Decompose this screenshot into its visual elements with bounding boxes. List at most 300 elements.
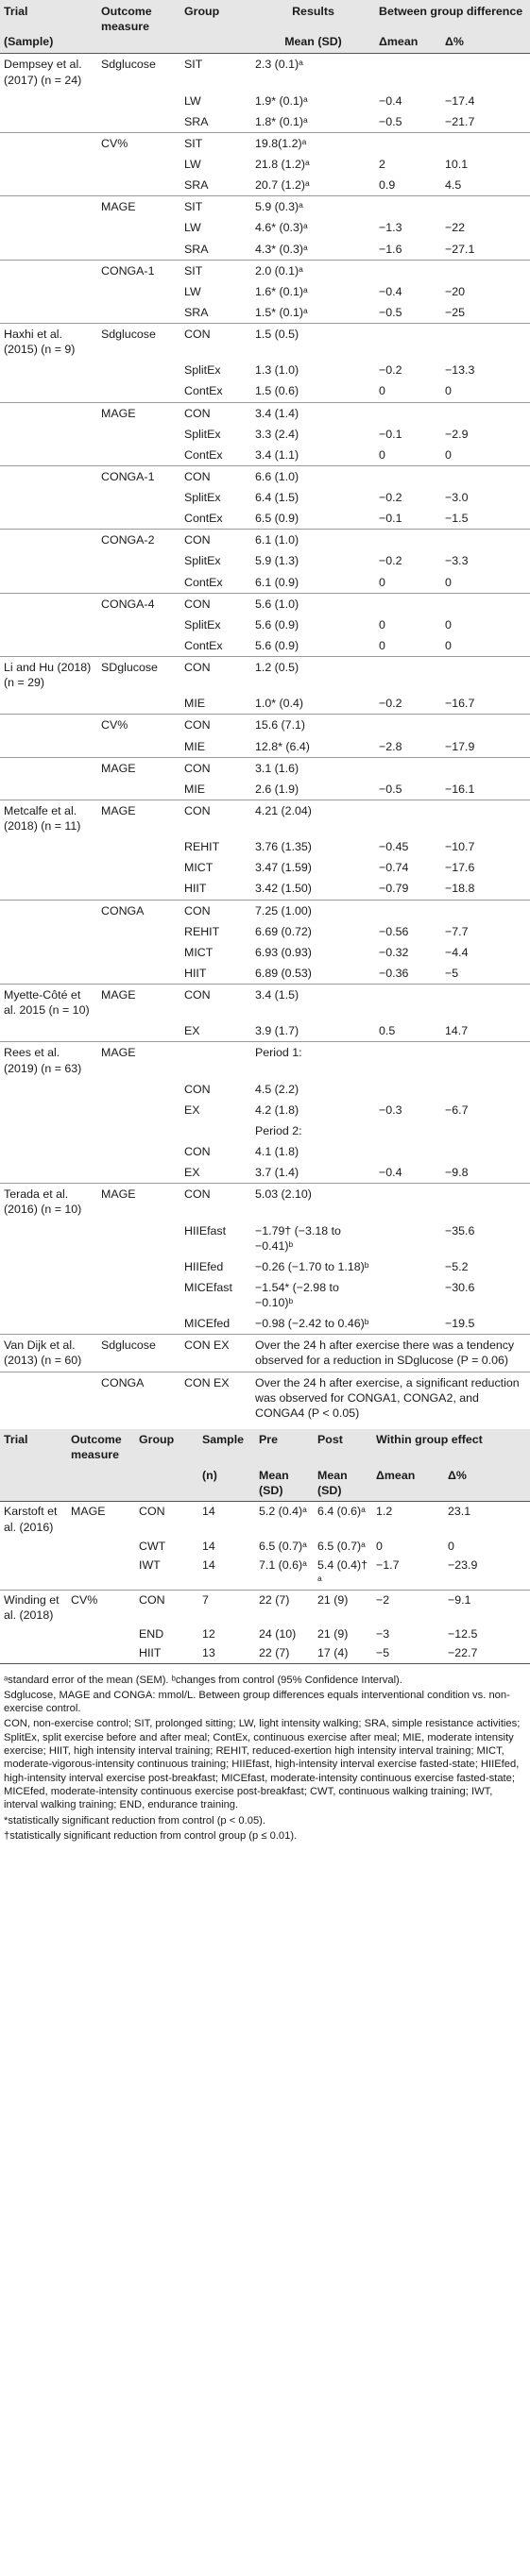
group-cell: MICEfast — [184, 1280, 232, 1294]
table-row — [0, 302, 530, 324]
pre-cell: 24 (10) — [259, 1627, 297, 1642]
table-row — [0, 132, 530, 154]
dpct-cell: −17.6 — [445, 861, 475, 875]
header-sample: (Sample) — [0, 34, 97, 54]
mean-cell: 6.6 (1.0) — [251, 465, 375, 487]
mean-cell: 1.5 (0.5) — [251, 324, 375, 361]
outcome-cell: CONGA — [97, 1372, 180, 1423]
group-cell: HIIEfast — [184, 1223, 227, 1237]
trial-cell: Li and Hu (2018) (n = 29) — [0, 657, 97, 694]
mean-cell: 2.3 (0.1)ᵃ — [251, 54, 375, 91]
dpct-cell: −19.5 — [445, 1317, 475, 1331]
outcome-cell: CONGA-2 — [97, 530, 180, 551]
table-footnotes — [0, 1663, 530, 1853]
header2-pre-sub: Mean (SD) — [255, 1465, 314, 1502]
n-cell: 14 — [198, 1502, 255, 1537]
outcome-cell — [97, 380, 180, 402]
within-table-body — [0, 1502, 530, 1663]
group-cell: CON — [180, 402, 251, 424]
header-dmean: Δmean — [375, 34, 441, 54]
mean-cell: 5.9 (1.3) — [255, 554, 299, 568]
mean-cell: 4.2 (1.8) — [255, 1103, 299, 1117]
mean-cell: 20.7 (1.2)ᵃ — [255, 178, 310, 193]
mean-cell: 5.03 (2.10) — [251, 1184, 375, 1221]
outcome-cell: MAGE — [97, 757, 180, 779]
outcome-cell: Sdglucose — [97, 54, 180, 91]
post-cell: 5.4 (0.4)† ᵃ — [317, 1557, 368, 1587]
group-cell: EX — [184, 1103, 200, 1117]
group-cell: ContEx — [184, 512, 223, 526]
table-row — [0, 1277, 530, 1313]
table-row — [0, 530, 530, 551]
header2-group: Group — [135, 1429, 198, 1465]
footnote: †statistically significant reduction from control group (p ≤ 0.01). — [4, 1830, 298, 1843]
dmean-cell: −0.5 — [379, 782, 402, 796]
table-row — [0, 1221, 530, 1256]
trial-cell — [0, 779, 97, 800]
pre-cell: 22 (7) — [255, 1591, 314, 1625]
n-cell: 14 — [202, 1539, 215, 1553]
footnote: Sdglucose, MAGE and CONGA: mmol/L. Between group differences equals interventional condition vs. non-exercise control. — [4, 1689, 510, 1715]
mean-cell: 3.1 (1.6) — [251, 757, 375, 779]
trial-cell — [0, 1313, 97, 1335]
table-row — [0, 154, 530, 175]
dpct-cell: −1.5 — [445, 512, 469, 526]
dpct-cell — [441, 757, 530, 779]
header-group: Group — [180, 0, 251, 34]
outcome-cell: CV% — [97, 132, 180, 154]
trial-cell — [0, 963, 97, 985]
trial-cell — [0, 1372, 97, 1423]
trial-cell — [0, 402, 97, 424]
outcome-cell — [97, 836, 180, 857]
trial-cell — [0, 260, 97, 281]
header2-sample: Sample — [198, 1429, 255, 1465]
trial-cell: Dempsey et al. (2017) (n = 24) — [0, 54, 97, 91]
trial-cell — [0, 593, 97, 615]
group-cell: SplitEx — [184, 427, 221, 441]
group-cell: ContEx — [184, 638, 223, 652]
results-table-body — [0, 54, 530, 1423]
dpct-cell: −21.7 — [445, 114, 475, 128]
trial-cell — [0, 1537, 67, 1556]
outcome-cell: MAGE — [97, 985, 180, 1021]
pre-cell: 5.2 (0.4)ᵃ — [255, 1502, 314, 1537]
dpct-cell — [441, 1042, 530, 1079]
dmean-cell: 2 — [379, 158, 385, 171]
pre-cell: 7.1 (0.6)ᵃ — [259, 1557, 307, 1572]
trial-cell — [0, 530, 97, 551]
trial-cell — [0, 572, 97, 594]
dmean-cell: −5 — [376, 1646, 390, 1660]
outcome-cell — [97, 1120, 180, 1141]
group-cell: REHIT — [184, 924, 220, 938]
outcome-cell — [97, 1020, 180, 1042]
group-cell: LW — [184, 158, 201, 171]
mean-cell: −1.54* (−2.98 to −0.10)ᵇ — [255, 1280, 339, 1309]
mean-cell: 1.5 (0.6) — [255, 384, 299, 398]
table-row — [0, 1079, 530, 1100]
dpct-cell: 0 — [445, 575, 452, 589]
n-cell: 7 — [198, 1591, 255, 1625]
dmean-cell: 0 — [379, 447, 385, 462]
mean-cell: 5.6 (0.9) — [255, 617, 299, 631]
dmean-cell: −0.32 — [379, 945, 409, 959]
group-cell: SIT — [180, 260, 251, 281]
table-row — [0, 196, 530, 218]
group-cell: EX — [184, 1166, 200, 1180]
group-cell: CON — [180, 1184, 251, 1221]
trial-cell — [0, 836, 97, 857]
header2-post: Post — [314, 1429, 372, 1465]
dmean-cell — [375, 593, 441, 615]
table-row — [0, 487, 530, 508]
header2-n: (n) — [198, 1465, 255, 1502]
mean-cell: 4.21 (2.04) — [251, 800, 375, 836]
mean-cell: −0.26 (−1.70 to 1.18)ᵇ — [255, 1259, 369, 1273]
table-row — [0, 779, 530, 800]
outcome-cell: MAGE — [97, 800, 180, 836]
table-row — [0, 91, 530, 111]
outcome-cell — [97, 1221, 180, 1256]
outcome-cell: CV% — [67, 1591, 135, 1625]
n-cell: 12 — [202, 1627, 215, 1642]
dmean-cell — [375, 1221, 441, 1256]
dpct-cell: 0 — [445, 617, 452, 631]
dpct-cell — [441, 985, 530, 1021]
dpct-cell: −10.7 — [445, 840, 475, 854]
dmean-cell — [375, 800, 441, 836]
outcome-cell — [97, 445, 180, 466]
outcome-cell — [97, 921, 180, 942]
dmean-cell: 1.2 — [372, 1502, 444, 1537]
dmean-cell: 0 — [379, 384, 385, 398]
trial-cell: Haxhi et al. (2015) (n = 9) — [0, 324, 97, 361]
group-cell: CON — [135, 1591, 198, 1625]
trial-cell — [0, 424, 97, 445]
outcome-cell — [97, 281, 180, 302]
mean-cell: 4.1 (1.8) — [255, 1145, 299, 1158]
dpct-cell: −16.7 — [445, 697, 475, 711]
table-row — [0, 402, 530, 424]
table-row — [0, 1256, 530, 1277]
dmean-cell: 0.9 — [379, 178, 396, 193]
trial-cell — [0, 1221, 97, 1256]
outcome-cell — [67, 1537, 135, 1556]
dpct-cell — [441, 900, 530, 921]
mean-cell: 19.8(1.2)ᵃ — [251, 132, 375, 154]
group-cell: CON — [184, 1145, 211, 1158]
group-cell: SRA — [184, 305, 209, 319]
table-row — [0, 836, 530, 857]
table-row — [0, 900, 530, 921]
mean-cell: 15.6 (7.1) — [251, 715, 375, 736]
mean-cell: 1.3 (1.0) — [255, 363, 299, 378]
post-cell: 6.4 (0.6)ᵃ — [314, 1502, 372, 1537]
trial-cell — [0, 508, 97, 530]
table-row — [0, 615, 530, 635]
dmean-cell: −0.5 — [379, 305, 402, 319]
dmean-cell — [375, 657, 441, 694]
group-cell: SplitEx — [184, 617, 221, 631]
group-cell: CON — [180, 715, 251, 736]
mean-cell: 3.4 (1.1) — [255, 447, 299, 462]
table-row — [0, 1162, 530, 1184]
table-row — [0, 175, 530, 196]
group-cell: SIT — [180, 132, 251, 154]
trial-cell: Rees et al. (2019) (n = 63) — [0, 1042, 97, 1079]
dmean-cell: −0.1 — [379, 427, 402, 441]
dmean-cell: −0.3 — [379, 1103, 402, 1117]
group-cell: HIIEfed — [184, 1259, 224, 1273]
trial-cell — [0, 175, 97, 196]
trial-cell — [0, 1079, 97, 1100]
outcome-cell — [97, 1079, 180, 1100]
trial-cell — [0, 1277, 97, 1313]
dpct-cell: −5.2 — [445, 1259, 469, 1273]
dmean-cell: 0 — [379, 575, 385, 589]
table-row — [0, 550, 530, 571]
trial-cell — [0, 693, 97, 715]
dmean-cell: −0.74 — [379, 861, 409, 875]
dpct-cell: −9.1 — [444, 1591, 530, 1625]
dpct-cell: 0 — [448, 1539, 454, 1553]
group-cell: CON — [180, 593, 251, 615]
trial-cell — [0, 635, 97, 657]
outcome-cell: CONGA-1 — [97, 260, 180, 281]
mean-cell: 6.89 (0.53) — [255, 966, 312, 980]
mean-cell: 7.25 (1.00) — [251, 900, 375, 921]
trial-cell — [0, 445, 97, 466]
mean-cell: 1.0* (0.4) — [255, 697, 303, 711]
table-row — [0, 736, 530, 758]
outcome-cell: MAGE — [97, 1184, 180, 1221]
dmean-cell — [375, 465, 441, 487]
table-row — [0, 508, 530, 530]
footnote: ᵃstandard error of the mean (SEM). ᵇchanges from control (95% Confidence Interval). — [4, 1674, 402, 1686]
table-row — [0, 1556, 530, 1591]
dpct-cell: −7.7 — [445, 924, 469, 938]
header-dpct: Δ% — [441, 34, 530, 54]
table-row — [0, 1184, 530, 1221]
dmean-cell: 0 — [376, 1539, 383, 1553]
post-cell: 21 (9) — [314, 1591, 372, 1625]
group-cell: HIIT — [184, 882, 207, 896]
dpct-cell: −16.1 — [445, 782, 475, 796]
outcome-cell — [97, 1313, 180, 1335]
dpct-cell: 10.1 — [445, 158, 469, 171]
trial-cell — [0, 196, 97, 218]
group-cell: HIIT — [184, 966, 207, 980]
group-cell: SIT — [180, 196, 251, 218]
outcome-cell — [97, 91, 180, 111]
header2-dpct: Δ% — [444, 1465, 530, 1502]
trial-cell — [0, 878, 97, 900]
table-row — [0, 239, 530, 261]
table-row — [0, 281, 530, 302]
group-cell: EX — [184, 1024, 200, 1038]
dpct-cell: −13.3 — [445, 363, 475, 378]
outcome-cell — [97, 217, 180, 238]
outcome-cell — [97, 736, 180, 758]
group-cell: CON — [184, 1082, 211, 1096]
dpct-cell — [441, 800, 530, 836]
trial-cell: Winding et al. (2018) — [0, 1591, 67, 1625]
mean-cell: 3.4 (1.5) — [251, 985, 375, 1021]
outcome-cell — [97, 779, 180, 800]
outcome-cell: CONGA-4 — [97, 593, 180, 615]
mean-cell: 1.6* (0.1)ᵃ — [255, 284, 308, 298]
dpct-cell: −4.4 — [445, 945, 469, 959]
group-cell: LW — [184, 93, 201, 108]
dpct-cell: −23.9 — [448, 1557, 478, 1572]
trial-cell — [0, 1020, 97, 1042]
group-cell: MICT — [184, 861, 214, 875]
trial-cell — [0, 239, 97, 261]
outcome-cell — [97, 424, 180, 445]
dpct-cell: −9.8 — [445, 1166, 469, 1180]
table-row — [0, 757, 530, 779]
group-cell: MICEfed — [184, 1317, 231, 1331]
outcome-cell — [97, 615, 180, 635]
dpct-cell — [441, 1184, 530, 1221]
trial-cell — [0, 1120, 97, 1141]
table-row — [0, 715, 530, 736]
n-cell: 13 — [202, 1646, 215, 1660]
outcome-cell — [97, 1141, 180, 1162]
mean-cell: 2.0 (0.1)ᵃ — [251, 260, 375, 281]
header2-post-sub: Mean (SD) — [314, 1465, 372, 1502]
table-row — [0, 54, 530, 91]
dmean-cell: −2 — [372, 1591, 444, 1625]
outcome-cell — [97, 635, 180, 657]
dmean-cell — [375, 715, 441, 736]
group-cell: ContEx — [184, 575, 223, 589]
trial-cell — [0, 921, 97, 942]
dpct-cell — [441, 324, 530, 361]
dmean-cell — [375, 985, 441, 1021]
group-cell: SRA — [184, 114, 209, 128]
dpct-cell: −3.0 — [445, 491, 469, 504]
dpct-cell: −20 — [445, 284, 466, 298]
trial-cell — [0, 154, 97, 175]
dpct-cell — [441, 465, 530, 487]
dmean-cell: −0.2 — [379, 697, 402, 711]
trial-cell — [0, 380, 97, 402]
dpct-cell — [441, 54, 530, 91]
results-table-within-group — [0, 1429, 530, 1663]
outcome-cell: CV% — [97, 715, 180, 736]
table-row — [0, 857, 530, 878]
group-cell: SIT — [180, 54, 251, 91]
dpct-cell: −5 — [445, 966, 459, 980]
group-cell: LW — [184, 284, 201, 298]
header2-outcome: Outcome measure — [67, 1429, 135, 1465]
dmean-cell — [375, 54, 441, 91]
trial-cell — [0, 302, 97, 324]
group-cell: CON — [180, 530, 251, 551]
header2-trial: Trial — [0, 1429, 67, 1465]
dpct-cell: −22 — [445, 221, 466, 235]
group-cell: SplitEx — [184, 491, 221, 504]
dpct-cell: −17.9 — [445, 739, 475, 753]
outcome-cell — [97, 963, 180, 985]
mean-cell: −0.98 (−2.42 to 0.46)ᵇ — [255, 1317, 369, 1331]
dpct-cell: −25 — [445, 305, 466, 319]
dmean-cell: −1.7 — [376, 1557, 400, 1572]
dmean-cell — [375, 1120, 441, 1141]
table-row — [0, 963, 530, 985]
dpct-cell — [441, 1120, 530, 1141]
dmean-cell: −0.56 — [379, 924, 409, 938]
dpct-cell — [441, 530, 530, 551]
dpct-cell — [441, 402, 530, 424]
outcome-cell: MAGE — [97, 402, 180, 424]
mean-cell: 3.47 (1.59) — [255, 861, 312, 875]
trial-cell — [0, 132, 97, 154]
trial-cell — [0, 1162, 97, 1184]
footnote: *statistically significant reduction from control (p < 0.05). — [4, 1814, 266, 1827]
dpct-cell: −18.8 — [445, 882, 475, 896]
results-text-cell: Over the 24 h after exercise there was a tendency observed for a reduction in SDglucose (P = 0.06) — [251, 1335, 530, 1372]
outcome-cell — [97, 857, 180, 878]
trial-cell — [0, 900, 97, 921]
group-cell: CON — [135, 1502, 198, 1537]
trial-cell — [0, 857, 97, 878]
outcome-cell — [97, 1162, 180, 1184]
mean-cell: 3.3 (2.4) — [255, 427, 299, 441]
group-cell: END — [139, 1627, 164, 1642]
table-row — [0, 445, 530, 466]
dmean-cell — [375, 1042, 441, 1079]
mean-cell: Period 2: — [255, 1123, 302, 1137]
group-cell — [180, 1120, 251, 1141]
dmean-cell: 0 — [379, 617, 385, 631]
mean-cell: 2.6 (1.9) — [255, 782, 299, 796]
trial-cell: Metcalfe et al. (2018) (n = 11) — [0, 800, 97, 836]
outcome-cell — [97, 175, 180, 196]
table-row — [0, 1502, 530, 1537]
table-row — [0, 1020, 530, 1042]
trial-cell — [0, 91, 97, 111]
group-cell: CON — [180, 900, 251, 921]
table-row — [0, 1591, 530, 1625]
post-cell: 21 (9) — [317, 1627, 349, 1642]
trial-cell — [0, 1556, 67, 1591]
mean-cell: 4.5 (2.2) — [255, 1082, 299, 1096]
group-cell: SplitEx — [184, 554, 221, 568]
trial-cell — [0, 550, 97, 571]
mean-cell: 6.1 (1.0) — [251, 530, 375, 551]
table-row — [0, 360, 530, 380]
dmean-cell — [375, 900, 441, 921]
dpct-cell: −27.1 — [445, 242, 475, 256]
outcome-cell — [97, 154, 180, 175]
group-cell: CWT — [139, 1539, 166, 1553]
group-cell: CON EX — [180, 1335, 251, 1372]
dmean-cell: −3 — [376, 1627, 390, 1642]
dmean-cell — [375, 1277, 441, 1313]
dpct-cell — [441, 1079, 530, 1100]
dmean-cell: −1.6 — [379, 242, 402, 256]
table-row — [0, 1100, 530, 1120]
outcome-cell — [97, 487, 180, 508]
outcome-cell — [67, 1625, 135, 1643]
table-row — [0, 985, 530, 1021]
table-row — [0, 593, 530, 615]
dmean-cell — [375, 757, 441, 779]
dmean-cell: 0 — [379, 638, 385, 652]
